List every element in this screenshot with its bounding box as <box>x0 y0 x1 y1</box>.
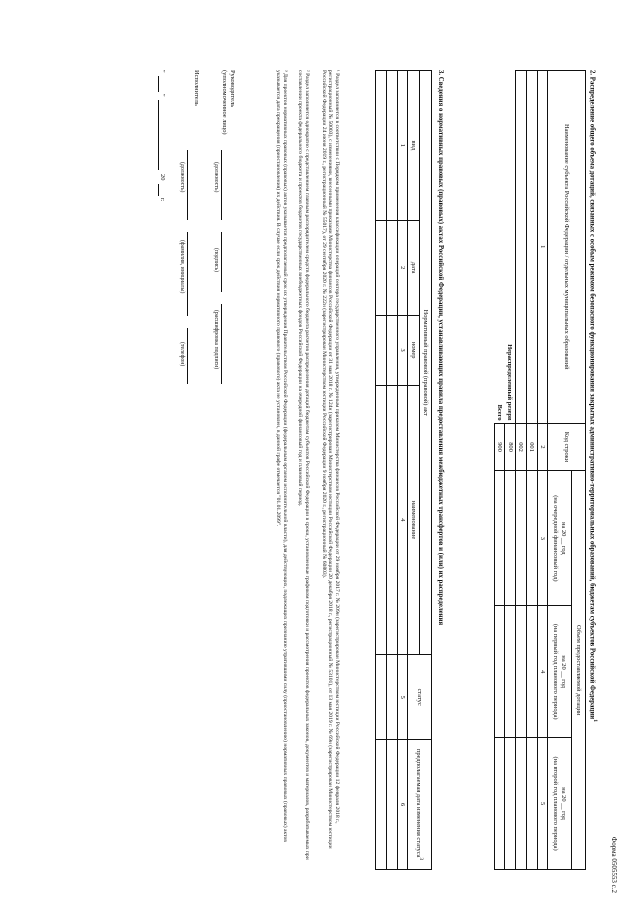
col-act-title: наименование <box>408 385 420 655</box>
col-number: 3 <box>397 315 407 385</box>
section2-title: 2. Распределение общего объема дотаций, связанных с особым режимом безопасного функционирования закрытых административно-территориальных образований, бюджетам субъектов Российской Федерации$^1$ <box>588 70 598 723</box>
cell-status[interactable] <box>386 655 397 740</box>
cell-value[interactable] <box>515 471 526 606</box>
col-status: статус <box>408 655 432 740</box>
footnote-1: ¹ Раздел заполняется в соответствии с Порядком применения классификации операций сектора государственного управления, утвержденным приказом Министерства финансов Российской Федерации от 29 ноября 2017 г. № 209н (зарегистрирован Министерством юстиции Российской Федерации 12 февраля 2018 г., регистрационный № 50003), с изменениями, внесенными приказами Министерства финансов Российской Федерации от 31 мая 2018 г. № 124н (зарегистрирован Министерством юстиции Российской Федерации 20 декабря 2018 г., регистрационный № 53101), от 13 мая 2019 г. № 69н (зарегистрирован Министерством юстиции Российской Федерации 24 июня 2019 г., регистрационный № 55017), от 29 сентября 2020 г. № 222н (зарегистрирован Министерством юстиции Российской Федерации 9 ноября 2020 г., регистрационный № 60803). <box>320 70 340 849</box>
col-year3: на 20 __ год (на второй год планового периода) <box>548 738 572 870</box>
cell-value[interactable] <box>505 738 515 870</box>
cell-act-title[interactable] <box>375 385 386 655</box>
table-row <box>386 71 397 870</box>
head-signature-field[interactable] <box>221 232 222 292</box>
col-number: 1 <box>397 71 407 221</box>
head-position-field[interactable] <box>221 150 222 220</box>
form-number-label: Форма 0505553 с.2 <box>610 836 618 893</box>
cell-subject[interactable] <box>526 71 537 424</box>
fio-caption: (фамилия, инициалы) <box>179 240 185 294</box>
position-caption: (должность) <box>213 162 219 193</box>
date-month-field[interactable] <box>158 100 159 170</box>
col-planned-date: предполагаемая дата изменения статуса$^3$ <box>408 740 432 870</box>
head-sub-label: (уполномоченное лицо) <box>221 70 228 135</box>
cell-act-number[interactable] <box>375 315 386 385</box>
executor-position-field[interactable] <box>187 150 188 220</box>
decoding-caption: (расшифровка подписи) <box>213 310 219 370</box>
col-legal-act: Нормативный правовой (правовой) акт <box>420 71 432 655</box>
executor-phone-field[interactable] <box>187 328 188 384</box>
cell-value[interactable] <box>526 606 537 738</box>
col-number: 3 <box>537 471 547 606</box>
cell-subject[interactable] <box>515 71 526 424</box>
cell-planned-date[interactable] <box>375 740 386 870</box>
footnote-2: ² Раздел заполняется однократно с представлением главным распорядителем средств федерального бюджета расчетов распределения дотаций бюджетам субъектов Российской Федерации в сроки, установленные графиком подготовки и рассмотрения проектов федеральных законов, документов и материалов, разрабатываемых при составлении проекта федерального бюджета и проектов бюджетов государственных внебюджетных фондов Российской Федерации на очередной финансовый год и плановый период. <box>297 70 310 860</box>
cell-type[interactable] <box>386 71 397 221</box>
cell-status[interactable] <box>375 655 386 740</box>
head-label: Руководитель <box>229 70 236 108</box>
phone-caption: (телефон) <box>179 342 185 367</box>
col-row-code: Код строки <box>548 423 586 471</box>
date-day-field[interactable] <box>158 76 159 92</box>
col-type: вид <box>408 71 420 221</box>
cell-act-number[interactable] <box>386 315 397 385</box>
total-row <box>494 71 504 870</box>
cell-type[interactable] <box>375 71 386 221</box>
col-year2: на 20 __ год (на первый год планового периода) <box>548 606 572 738</box>
cell-date[interactable] <box>386 220 397 315</box>
cell-value[interactable] <box>494 471 504 606</box>
col-number: 5 <box>397 655 407 740</box>
date-year-prefix: 20 <box>159 174 166 181</box>
col-number: 6 <box>397 740 407 870</box>
table-row <box>515 71 526 870</box>
cell-value[interactable] <box>505 471 515 606</box>
executor-position-caption: (должность) <box>179 162 185 193</box>
total-label: Всего <box>494 71 504 424</box>
date-open-quote: " <box>159 70 166 73</box>
cell-value[interactable] <box>505 606 515 738</box>
footnote-3: ³ Для проектов нормативных правовых (правовых) актов указывается предполагаемый срок их утверждения Правительством Российской Федерации (федеральным органом исполнительной власти), для действующих, подлежащих признанию утратившими силу (приостановлению) нормативных правовых (правовых) актов указывается дата прекращения (приостановления) их действия. В случае если срок действия нормативного правового (правового) акта не установлен, в данной графе отмечается "01.01.2099". <box>275 70 288 842</box>
reserve-label: Нераспределенный резерв <box>505 71 515 424</box>
date-close-quote: " <box>159 94 166 97</box>
col-date: дата <box>408 220 420 315</box>
section3-title: 3. Сведения о нормативных правовых (правовых) актах Российской Федерации, устанавливающих правила предоставления межбюджетных трансфертов и (или) их распределения <box>437 70 444 626</box>
cell-value[interactable] <box>526 471 537 606</box>
cell-act-title[interactable] <box>386 385 397 655</box>
cell-code: 002 <box>515 423 526 471</box>
executor-label: Исполнитель <box>193 70 200 106</box>
col-number: 1 <box>537 71 547 424</box>
col-year1: на 20 __ год (на очередной финансовый год) <box>548 471 572 606</box>
date-year-suffix: г. <box>159 198 166 202</box>
legal-acts-table <box>375 70 432 870</box>
col-number: 5 <box>537 738 547 870</box>
reserve-code: 800 <box>505 423 515 471</box>
cell-date[interactable] <box>375 220 386 315</box>
col-number: 2 <box>397 220 407 315</box>
cell-value[interactable] <box>526 738 537 870</box>
cell-code: 001 <box>526 423 537 471</box>
col-number: 2 <box>537 423 547 471</box>
cell-value[interactable] <box>515 606 526 738</box>
col-volume-header: Объем предоставляемой дотации <box>572 471 586 870</box>
cell-value[interactable] <box>494 606 504 738</box>
col-number: 4 <box>537 606 547 738</box>
total-code: 900 <box>494 423 504 471</box>
cell-value[interactable] <box>515 738 526 870</box>
signature-caption: (подпись) <box>213 248 219 273</box>
col-subject-name: Наименование субъекта Российской Федерации / отдельных муниципальных образований <box>548 71 586 424</box>
cell-planned-date[interactable] <box>386 740 397 870</box>
col-number: 4 <box>397 385 407 655</box>
executor-fio-field[interactable] <box>187 232 188 316</box>
table-row <box>375 71 386 870</box>
table-row <box>526 71 537 870</box>
head-decoding-field[interactable] <box>221 304 222 384</box>
reserve-row <box>505 71 515 870</box>
cell-value[interactable] <box>494 738 504 870</box>
distribution-table <box>494 70 586 870</box>
date-year-field[interactable] <box>158 184 159 196</box>
col-act-number: номер <box>408 315 420 385</box>
